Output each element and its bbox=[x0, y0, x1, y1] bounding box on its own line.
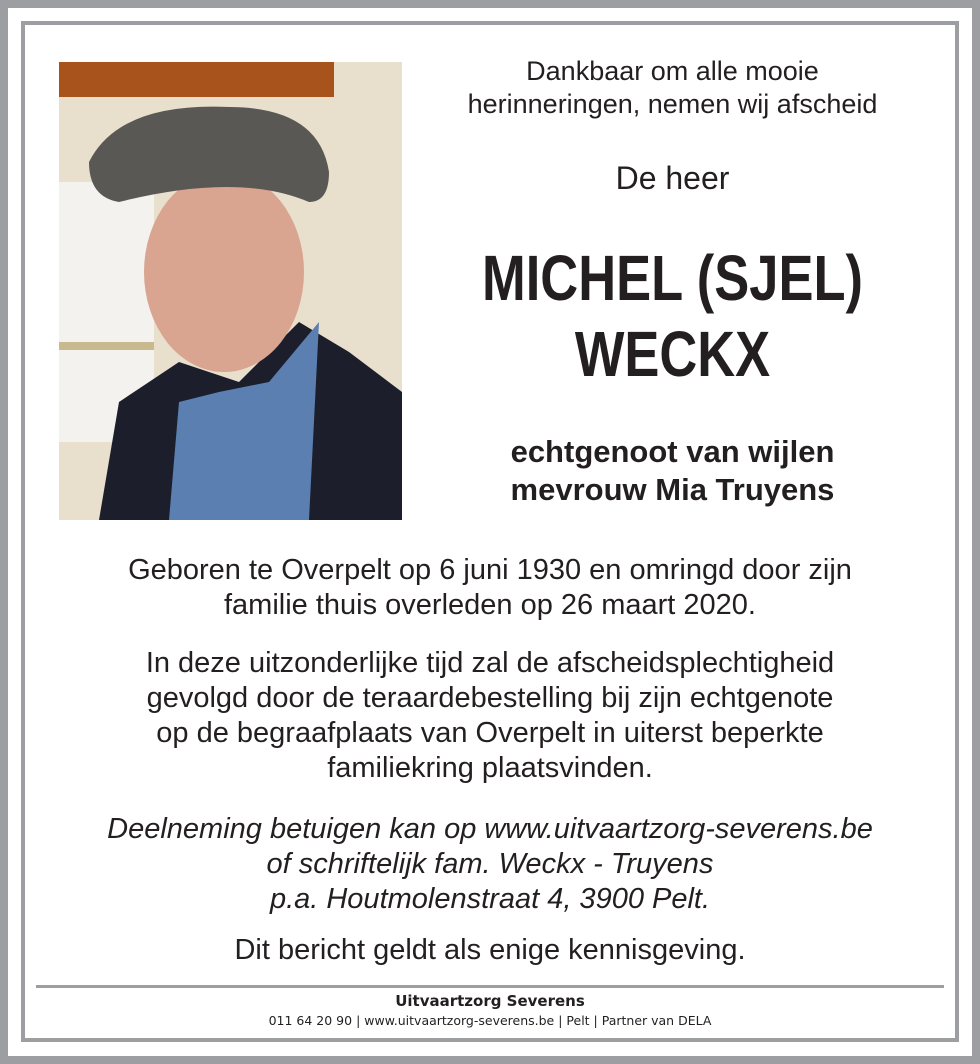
text-line: of schriftelijk fam. Weckx - Truyens bbox=[266, 848, 714, 880]
name-line: WECKX bbox=[574, 318, 771, 390]
ceremony-paragraph bbox=[40, 646, 940, 786]
footer-divider bbox=[36, 985, 944, 988]
deceased-name bbox=[474, 240, 872, 392]
portrait-photo bbox=[59, 62, 402, 520]
text-line: Deelneming betuigen kan op www.uitvaartzorg-severens.be bbox=[107, 813, 873, 845]
condolences-paragraph bbox=[40, 812, 940, 917]
birth-death-paragraph bbox=[40, 553, 940, 623]
name-line: MICHEL (SJEL) bbox=[482, 242, 863, 314]
footer-company: Uitvaartzorg Severens bbox=[395, 992, 585, 1010]
intro-line: herinneringen, nemen wij afscheid bbox=[467, 89, 878, 119]
title-prefix: De heer bbox=[615, 160, 730, 196]
spouse-line: mevrouw Mia Truyens bbox=[510, 472, 835, 507]
text-line: p.a. Houtmolenstraat 4, 3900 Pelt. bbox=[269, 883, 711, 915]
text-line: familie thuis overleden op 26 maart 2020. bbox=[224, 589, 756, 621]
intro-text bbox=[430, 55, 915, 121]
text-line: familiekring plaatsvinden. bbox=[327, 752, 653, 784]
text-line: Geboren te Overpelt op 6 juni 1930 en omringd door zijn bbox=[128, 554, 852, 586]
text-line: In deze uitzonderlijke tijd zal de afscheidsplechtigheid bbox=[145, 647, 835, 679]
footer-details: 011 64 20 90 | www.uitvaartzorg-severens.be | Pelt | Partner van DELA bbox=[268, 1013, 712, 1028]
text-line: op de begraafplaats van Overpelt in uiterst beperkte bbox=[156, 717, 824, 749]
text-line: gevolgd door de teraardebestelling bij zijn echtgenote bbox=[146, 682, 834, 714]
spouse-line: echtgenoot van wijlen bbox=[510, 434, 835, 469]
intro-line: Dankbaar om alle mooie bbox=[526, 56, 819, 86]
spouse-text bbox=[430, 433, 915, 509]
notice-text: Dit bericht geldt als enige kennisgeving. bbox=[234, 934, 746, 966]
